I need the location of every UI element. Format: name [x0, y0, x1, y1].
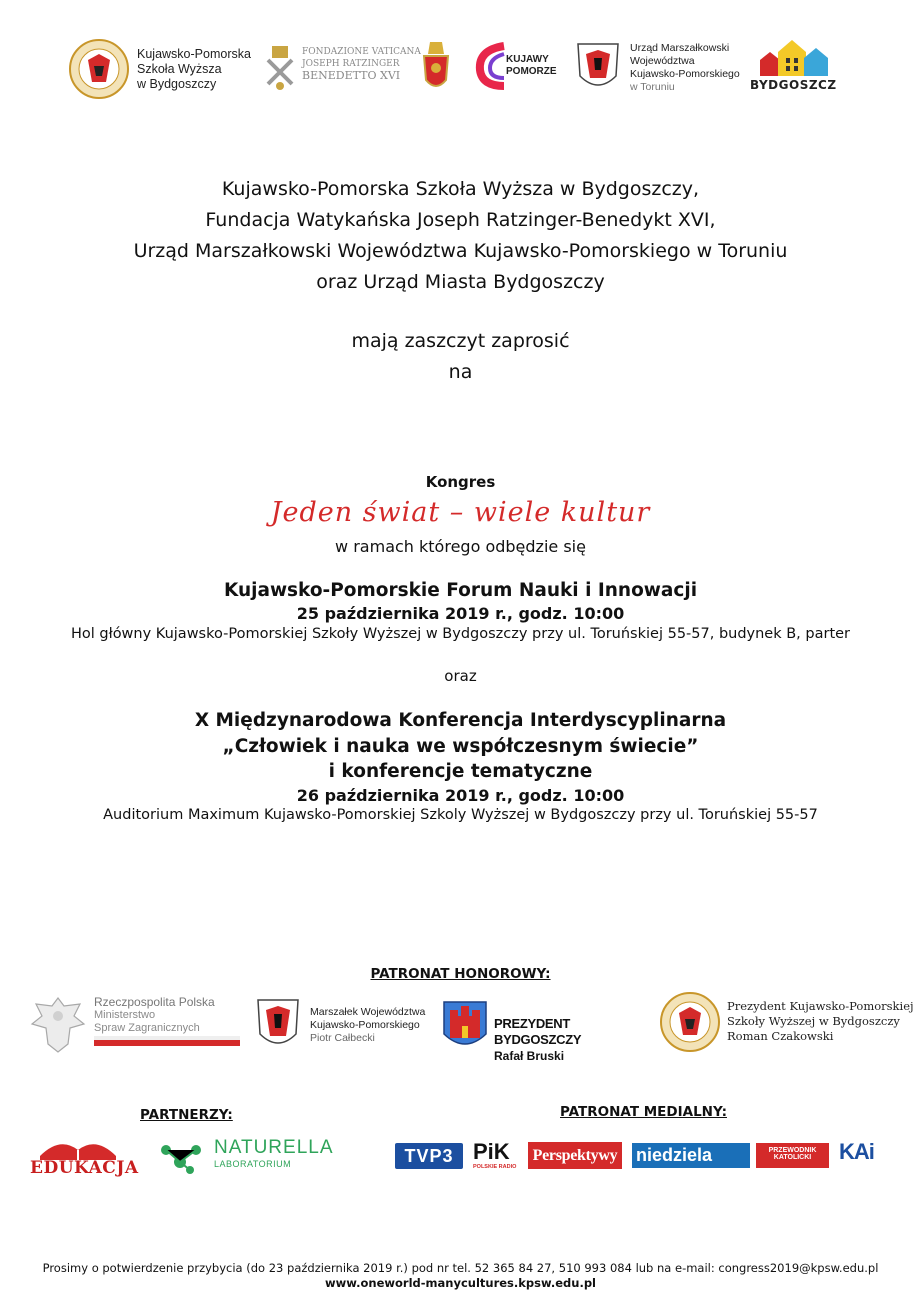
vatican-foundation-logo	[262, 40, 456, 96]
bydgoszcz-coat-of-arms-icon	[442, 1000, 488, 1054]
kpsw-seal-icon	[659, 991, 721, 1053]
msz-logo	[28, 994, 242, 1056]
open-book-icon	[36, 1134, 120, 1160]
prezydent-bydgoszczy-logo	[442, 1000, 648, 1063]
kpsw-name-line3: w Bydgoszczy	[137, 77, 217, 91]
oraz-separator: oraz	[444, 667, 477, 685]
tvp3-text: TVP3	[404, 1146, 454, 1166]
congress-script-title: Jeden świat – wiele kultur	[270, 497, 651, 528]
pik-logo	[473, 1140, 523, 1174]
rsvp-note: Prosimy o potwierdzenie przybycia (do 23 października 2019 r.) pod nr tel. 52 365 84 27, 510 993 084 lub na e-mail: congress2019@kpsw.edu.pl	[42, 1261, 879, 1275]
kpsw-logo	[68, 38, 258, 102]
regional-coat-of-arms-icon	[576, 42, 620, 94]
kpsw-seal-icon	[68, 38, 130, 100]
tvp3-logo	[395, 1143, 463, 1169]
niedziela-text: niedziela	[636, 1145, 713, 1165]
prezydent-line1: PREZYDENT BYDGOSZCZY	[494, 1016, 582, 1047]
urzad-line3: Kujawsko-Pomorskiego	[630, 68, 740, 80]
bydgoszcz-logo-text: BYDGOSZCZ	[750, 78, 837, 92]
przewodnik-katolicki-logo	[756, 1143, 829, 1168]
urzad-marszalkowski-logo	[576, 40, 746, 98]
kpsw-name-line2: Szkoła Wyższa	[137, 62, 222, 76]
naturella-logo	[160, 1137, 336, 1176]
niedziela-logo	[632, 1143, 750, 1168]
kujawy-pomorze-logo	[474, 40, 566, 92]
congress-subtitle: w ramach którego odbędzie się	[335, 537, 586, 556]
organizer-vatican-foundation: Fundacja Watykańska Joseph Ratzinger-Benedykt XVI,	[205, 209, 716, 231]
edukacja-text: EDUKACJA	[30, 1158, 139, 1178]
marszalek-line2: Kujawsko-Pomorskiego	[310, 1019, 420, 1031]
kpsw-president-line3: Roman Czakowski	[727, 1029, 834, 1043]
vatican-line1: FONDAZIONE VATICANA	[302, 47, 421, 57]
msz-flag-bar-white	[94, 1036, 240, 1040]
naturella-line1: NATURELLA	[214, 1137, 334, 1158]
bydgoszcz-houses-icon	[756, 36, 836, 80]
kpsw-president-line1: Prezydent Kujawsko-Pomorskiej	[727, 999, 914, 1013]
partners-header: PARTNERZY:	[140, 1107, 233, 1123]
invitation-line1: mają zaszczyt zaprosić	[351, 330, 570, 352]
bydgoszcz-logo	[748, 36, 844, 98]
organizer-urzad-marszalkowski: Urząd Marszałkowski Województwa Kujawsko-Pomorskiego w Toruniu	[133, 240, 788, 262]
kujawy-line1: KUJAWY	[506, 54, 549, 65]
msz-line2: Ministerstwo	[94, 1009, 156, 1021]
msz-flag-bar	[94, 1040, 240, 1046]
kpsw-president-line2: Szkoły Wyższej w Bydgoszczy	[727, 1014, 900, 1028]
honorary-patronage-header: PATRONAT HONOROWY:	[370, 966, 551, 982]
conference-subtitle: „Człowiek i nauka we współczesnym świecie”	[222, 736, 699, 757]
papal-coat-of-arms-icon	[416, 40, 456, 94]
marszalek-line1: Marszałek Województwa	[310, 1006, 426, 1018]
kpsw-president-logo	[659, 991, 914, 1055]
pik-text: PiK	[473, 1139, 510, 1164]
forum-place: Hol główny Kujawsko-Pomorskiej Szkoły Wyższej w Bydgoszczy przy ul. Toruńskiej 55-57, budynek B, parter	[70, 626, 851, 642]
invitation-line2: na	[448, 361, 473, 383]
urzad-line1: Urząd Marszałkowski	[630, 42, 730, 54]
przewodnik-line2: KATOLICKI	[773, 1154, 812, 1161]
kujawy-line2: POMORZE	[506, 66, 557, 77]
kai-logo	[839, 1140, 883, 1170]
pik-subtext: POLSKIE RADIO	[473, 1164, 517, 1170]
organizer-urzad-miasta: oraz Urząd Miasta Bydgoszczy	[316, 271, 605, 293]
organizers-block	[0, 174, 921, 298]
kai-text: KAi	[839, 1139, 874, 1164]
website-link[interactable]: www.oneworld-manycultures.kpsw.edu.pl	[324, 1276, 597, 1290]
kpsw-name-line1: Kujawsko-Pomorska	[137, 47, 251, 61]
prezydent-line2: Rafał Bruski	[494, 1049, 565, 1063]
naturella-line2: LABORATORIUM	[214, 1159, 292, 1169]
marszalek-coat-of-arms-icon	[256, 998, 300, 1052]
keys-icon	[262, 40, 298, 92]
przewodnik-line1: PRZEWODNIK	[768, 1147, 817, 1154]
vatican-line3: BENEDETTO XVI	[302, 69, 401, 82]
edukacja-logo	[30, 1134, 139, 1182]
perspektywy-text: Perspektywy	[532, 1147, 618, 1164]
urzad-line2: Województwa	[630, 55, 695, 67]
marszalek-logo	[256, 998, 426, 1052]
polish-eagle-icon	[28, 994, 88, 1056]
forum-date: 25 października 2019 r., godz. 10:00	[296, 604, 625, 623]
msz-line1: Rzeczpospolita Polska	[94, 995, 215, 1009]
organizer-kpsw: Kujawsko-Pomorska Szkoła Wyższa w Bydgoszczy,	[221, 178, 700, 200]
perspektywy-logo	[528, 1142, 622, 1169]
molecule-icon	[160, 1142, 206, 1174]
conference-date: 26 października 2019 r., godz. 10:00	[296, 786, 625, 805]
msz-line3: Spraw Zagranicznych	[94, 1022, 200, 1034]
congress-label: Kongres	[425, 473, 496, 491]
media-patronage-header: PATRONAT MEDIALNY:	[560, 1104, 727, 1120]
vatican-line2: JOSEPH RATZINGER	[302, 59, 400, 69]
forum-title: Kujawsko-Pomorskie Forum Nauki i Innowacji	[223, 580, 698, 601]
urzad-line4: w Toruniu	[630, 81, 675, 93]
conference-place: Auditorium Maximum Kujawsko-Pomorskiej Szkoly Wyższej w Bydgoszczy przy ul. Toruńskiej 55-57	[103, 807, 818, 823]
conference-extra: i konferencje tematyczne	[328, 761, 593, 782]
invitation-text	[0, 326, 921, 388]
conference-title: X Międzynarodowa Konferencja Interdyscyplinarna	[194, 710, 727, 731]
marszalek-line3: Piotr Całbecki	[310, 1032, 375, 1044]
